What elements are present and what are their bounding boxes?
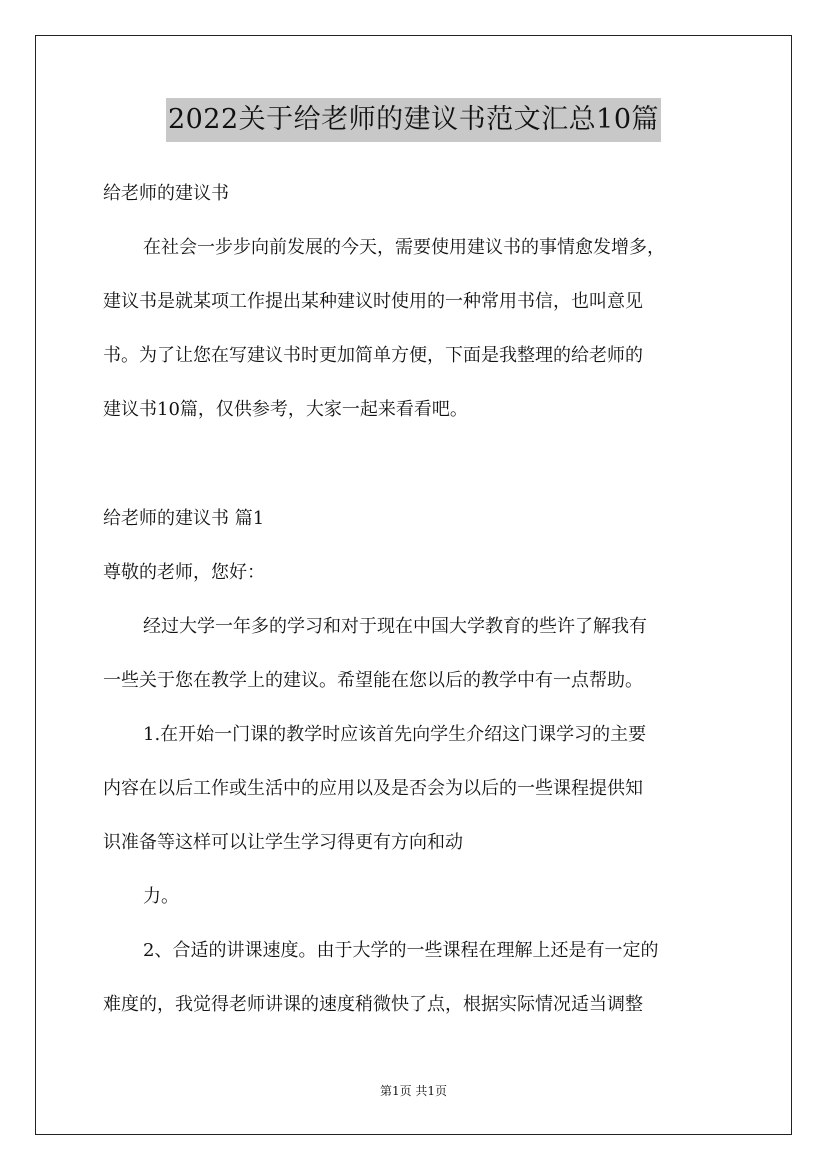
paragraph-line: 在社会一步步向前发展的今天，需要使用建议书的事情愈发增多， <box>143 237 665 258</box>
paragraph-line: 建议书是就某项工作提出某种建议时使用的一种常用书信，也叫意见 <box>103 291 643 312</box>
paragraph-line: 难度的，我觉得老师讲课的速度稍微快了点，根据实际情况适当调整 <box>103 994 643 1015</box>
letter-heading: 给老师的建议书 篇1 <box>103 508 265 529</box>
paragraph-line: 内容在以后工作或生活中的应用以及是否会为以后的一些课程提供知 <box>103 778 643 799</box>
page-footer: 第1页 共1页 <box>379 1084 448 1098</box>
section-heading: 给老师的建议书 <box>103 183 229 204</box>
paragraph-line: 2、合适的讲课速度。由于大学的一些课程在理解上还是有一定的 <box>143 940 659 961</box>
paragraph-line: 一些关于您在教学上的建议。希望能在您以后的教学中有一点帮助。 <box>103 670 643 691</box>
paragraph-line: 书。为了让您在写建议书时更加简单方便，下面是我整理的给老师的 <box>103 345 643 366</box>
paragraph-line: 经过大学一年多的学习和对于现在中国大学教育的些许了解我有 <box>143 616 647 637</box>
paragraph-line: 识准备等这样可以让学生学习得更有方向和动 <box>103 832 463 853</box>
salutation: 尊敬的老师，您好： <box>103 562 265 583</box>
document-title: 2022关于给老师的建议书范文汇总10篇 <box>166 98 661 142</box>
paragraph-line: 力。 <box>143 886 179 907</box>
title-container <box>0 98 827 142</box>
paragraph-line: 1.在开始一门课的教学时应该首先向学生介绍这门课学习的主要 <box>143 724 647 745</box>
paragraph-line: 建议书10篇，仅供参考，大家一起来看看吧。 <box>103 399 468 420</box>
